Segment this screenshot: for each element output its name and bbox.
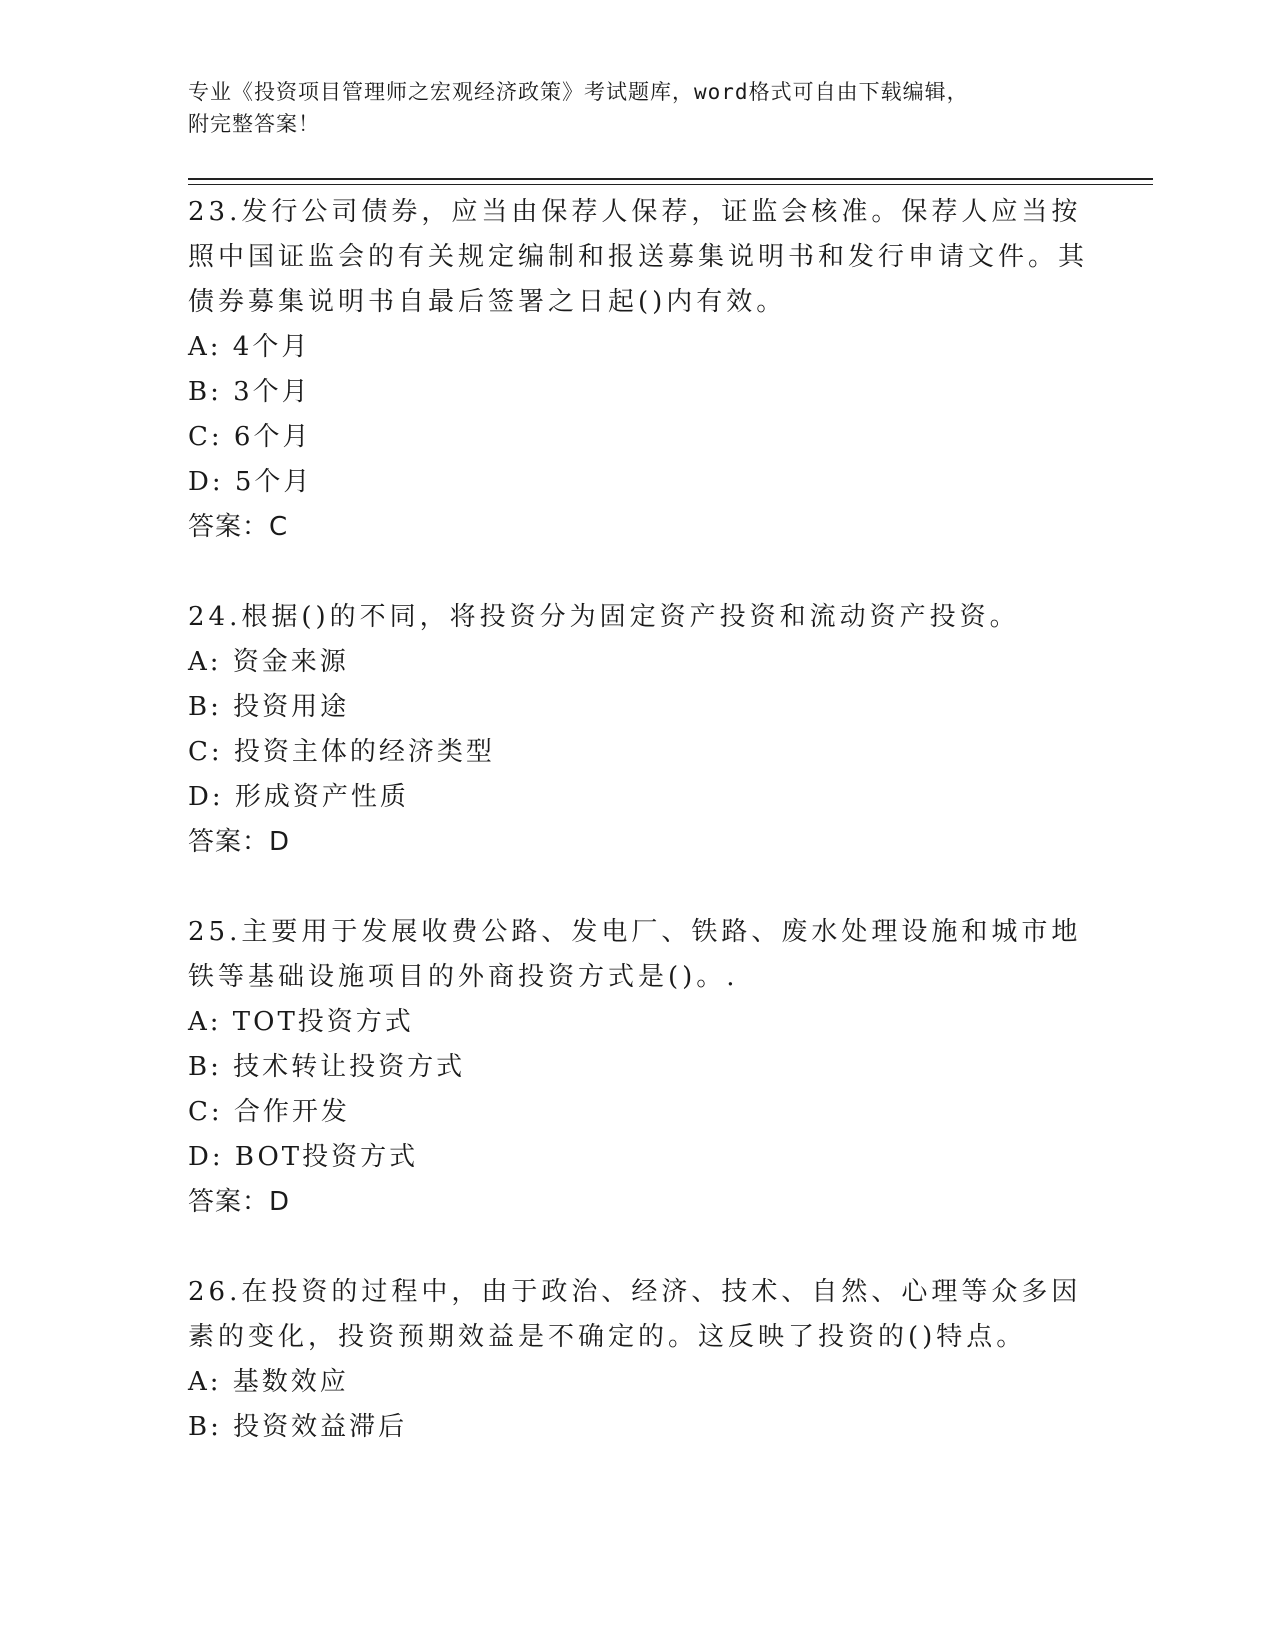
question-list [188,190,1088,1450]
option-c: C: 6个月 [188,422,312,452]
question-26 [188,1270,1088,1450]
question-text: 24.根据()的不同，将投资分为固定资产投资和流动资产投资。 [188,602,1020,632]
option-a: A: 4个月 [188,332,311,362]
spacer [188,550,1088,595]
option-c: C: 投资主体的经济类型 [188,737,495,767]
option-d: D: BOT投资方式 [188,1142,419,1172]
header-rule-thick [188,178,1153,180]
answer: 答案：C [188,512,289,542]
option-b: B: 技术转让投资方式 [188,1052,466,1082]
question-23 [188,190,1088,550]
option-d: D: 5个月 [188,467,313,497]
option-a: A: 基数效应 [188,1367,349,1397]
header-line-1: 专业《投资项目管理师之宏观经济政策》考试题库，word格式可自由下载编辑， [188,80,969,104]
option-a: A: TOT投资方式 [188,1007,414,1037]
question-24 [188,595,1088,865]
spacer [188,865,1088,910]
option-b: B: 投资效益滞后 [188,1412,408,1442]
question-25 [188,910,1088,1225]
question-text: 25.主要用于发展收费公路、发电厂、铁路、废水处理设施和城市地铁等基础设施项目的外商投资方式是()。. [188,917,1082,992]
header-line-2: 附完整答案！ [188,112,320,136]
answer: 答案：D [188,827,291,857]
option-c: C: 合作开发 [188,1097,350,1127]
document-header [188,76,1088,140]
question-text: 26.在投资的过程中，由于政治、经济、技术、自然、心理等众多因素的变化，投资预期效益是不确定的。这反映了投资的()特点。 [188,1277,1082,1352]
option-b: B: 投资用途 [188,692,350,722]
option-d: D: 形成资产性质 [188,782,409,812]
answer: 答案：D [188,1187,291,1217]
spacer [188,1225,1088,1270]
question-text: 23.发行公司债券，应当由保荐人保荐，证监会核准。保荐人应当按照中国证监会的有关规定编制和报送募集说明书和发行申请文件。其债券募集说明书自最后签署之日起()内有效。 [188,197,1089,317]
option-a: A: 资金来源 [188,647,349,677]
option-b: B: 3个月 [188,377,311,407]
header-rule-thin [188,184,1153,185]
